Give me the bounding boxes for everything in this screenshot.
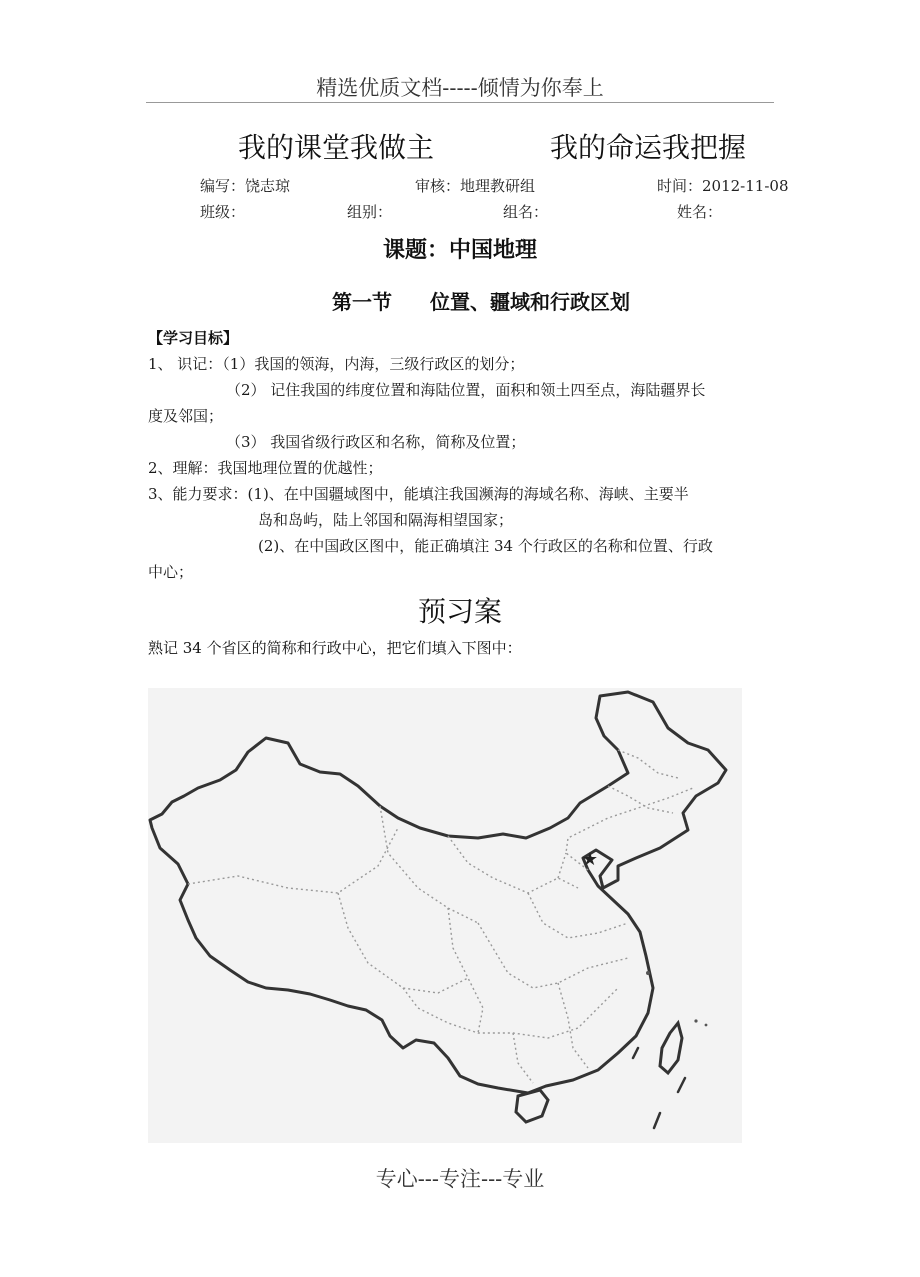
meta-name: 姓名： [677,203,723,221]
goal-line: 度及邻国； [148,407,224,425]
page-header: 精选优质文档-----倾情为你奉上 [316,76,604,100]
section-heading [332,286,630,315]
meta-class: 班级： [200,203,246,221]
capital-star-icon: ★ [581,849,599,870]
preview-instruction: 熟记 34 个省区的简称和行政中心，把它们填入下图中： [148,639,522,657]
small-islands [646,971,707,1026]
meta-author: 编写：饶志琼 [200,177,291,195]
slogan-right: 我的命运我把握 [550,131,747,164]
china-map-outline [148,688,742,1143]
meta-reviewer: 审核：地理教研组 [415,177,536,195]
header-divider [146,102,774,103]
meta-team: 组名： [503,203,549,221]
goal-line: 中心； [148,563,194,581]
goal-line: 1、 识记：（1）我国的领海，内海，三级行政区的划分； [148,355,525,373]
preview-title: 预习案 [417,595,502,628]
section-number: 第一节 [332,290,392,314]
goal-line: （3） 我国省级行政区和名称，简称及位置； [226,433,526,451]
page-footer: 专心---专注---专业 [375,1167,545,1191]
goal-line: 2、理解：我国地理位置的优越性； [148,459,383,477]
section-title: 位置、疆域和行政区划 [430,290,630,314]
topic-title: 课题：中国地理 [382,238,537,263]
goal-line: （2） 记住我国的纬度位置和海陆位置，面积和领土四至点，海陆疆界长 [226,381,706,399]
taiwan-outline [660,1023,682,1073]
goal-line: 3、能力要求：(1)、在中国疆域图中，能填注我国濒海的海域名称、海峡、主要半 [148,485,689,503]
meta-date: 时间：2012-11-08 [657,177,789,195]
province-boundaries [188,750,693,1083]
china-map [148,688,742,1143]
slogan-left: 我的课堂我做主 [238,131,435,164]
national-border [150,692,726,1093]
meta-group: 组别： [347,203,393,221]
goal-line: (2)、在中国政区图中，能正确填注 34 个行政区的名称和位置、行政 [258,537,713,555]
hainan-outline [516,1090,548,1122]
goals-title: 【学习目标】 [148,329,239,347]
goal-line: 岛和岛屿，陆上邻国和隔海相望国家； [258,511,514,529]
